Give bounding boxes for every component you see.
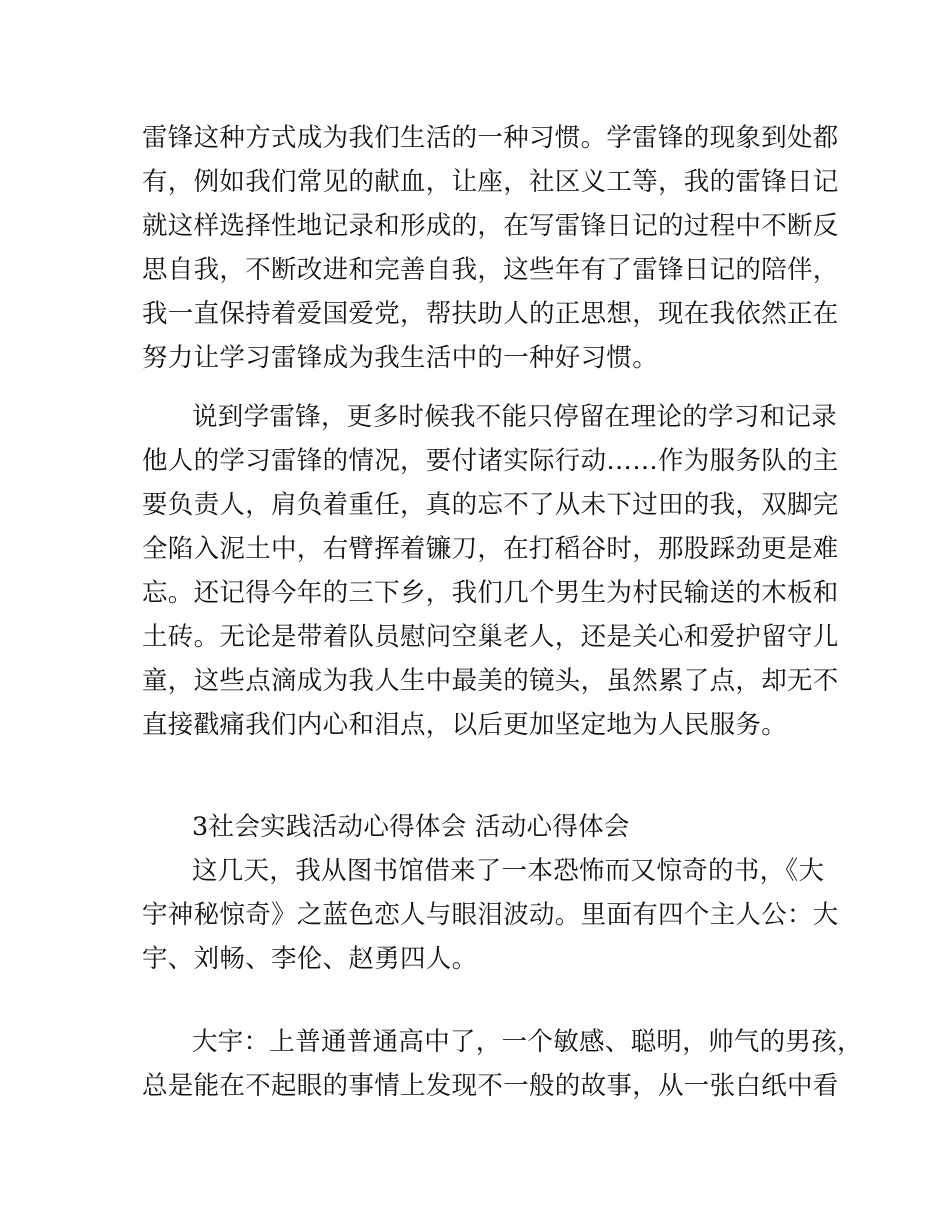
text-line: 要负责人，肩负着重任，真的忘不了从未下过田的我，双脚完 <box>142 490 839 520</box>
text-line: 他人的学习雷锋的情况，要付诸实际行动……作为服务队的主 <box>142 446 839 476</box>
text-line: 全陷入泥土中，右臂挥着镰刀，在打稻谷时，那股踩劲更是难 <box>142 534 839 564</box>
paragraph-dayu-character <box>142 1020 863 1108</box>
section-three <box>142 805 839 981</box>
text-line: 说到学雷锋，更多时候我不能只停留在理论的学习和记录 <box>192 402 838 432</box>
text-line: 童，这些点滴成为我人生中最美的镜头，虽然累了点，却无不 <box>142 666 839 696</box>
text-line: 直接戳痛我们内心和泪点，以后更加坚定地为人民服务。 <box>142 710 788 740</box>
text-line: 就这样选择性地记录和形成的，在写雷锋日记的过程中不断反 <box>142 211 839 241</box>
text-line: 宇神秘惊奇》之蓝色恋人与眼泪波动。里面有四个主人公：大 <box>142 900 839 930</box>
text-line: 有，例如我们常见的献血，让座，社区义工等，我的雷锋日记 <box>142 167 839 197</box>
text-line: 雷锋这种方式成为我们生活的一种习惯。学雷锋的现象到处都 <box>142 123 839 153</box>
paragraph-practical-action <box>142 395 839 747</box>
text-line: 总是能在不起眼的事情上发现不一般的故事，从一张白纸中看 <box>142 1071 839 1101</box>
text-line: 这几天，我从图书馆借来了一本恐怖而又惊奇的书，《大 <box>192 856 825 886</box>
text-line: 宇、刘畅、李伦、赵勇四人。 <box>142 944 478 974</box>
paragraph-lei-feng-habit <box>142 116 839 380</box>
text-line: 土砖。无论是带着队员慰问空巢老人，还是关心和爱护留守儿 <box>142 622 839 652</box>
text-line: 思自我，不断改进和完善自我，这些年有了雷锋日记的陪伴， <box>142 255 839 285</box>
text-line: 努力让学习雷锋成为我生活中的一种好习惯。 <box>142 343 659 373</box>
text-line: 我一直保持着爱国爱党，帮扶助人的正思想，现在我依然正在 <box>142 299 839 329</box>
text-line: 大宇：上普通普通高中了，一个敏感、聪明，帅气的男孩， <box>192 1027 863 1057</box>
text-line: 忘。还记得今年的三下乡，我们几个男生为村民输送的木板和 <box>142 578 839 608</box>
section-heading: 3社会实践活动心得体会 活动心得体会 <box>192 812 630 842</box>
